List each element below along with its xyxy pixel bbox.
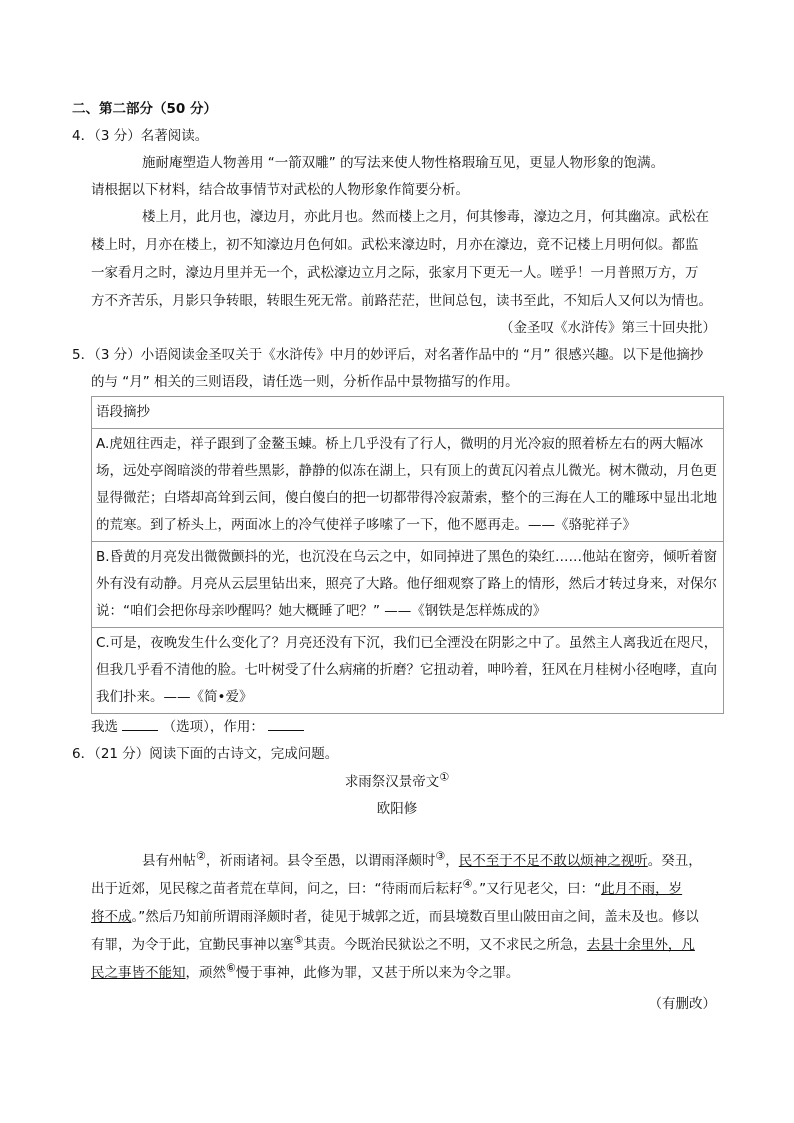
excerpt-a: A.虎妞往西走，祥子跟到了金鳌玉蝀。桥上几乎没有了行人，微明的月光冷寂的照着桥左右的两大幅冰场，远处亭阁暗淡的带着些黑影，静静的似冻在湖上，只有顶上的黄瓦闪着点儿微光。树木微动，月色更显得微茫；白塔却高耸到云间，傻白傻白的把一切都带得冷寂萧索，整个的三海在人工的雕琢中显出北地的荒寒。到了桥头上，两面冰上的冷气使祥子哆嗦了一下，他不愿再走。——《骆驼祥子》 — [92, 429, 724, 542]
text-seg: 县有州帖 — [142, 853, 196, 869]
note-mark: ⑥ — [226, 961, 236, 975]
poem-title-wrap — [0, 770, 794, 790]
q4-source: （金圣叹《水浒传》第三十回央批） — [500, 320, 716, 336]
note-mark: ② — [196, 849, 206, 863]
text-seg: ， — [445, 853, 459, 869]
underlined-sentence: 民不至于不足不敢以烦神之视听 — [458, 853, 648, 869]
q4-passage-line: 一家看月之时，濠边月里并无一个，武松濠边立月之际，张家月下更无一人。嗟乎！一月普照万方，万 — [91, 265, 699, 281]
q6-text-line — [91, 877, 682, 897]
q4-passage-line: 楼上月，此月也，濠边月，亦此月也。然而楼上之月，何其惨毒，濠边之月，何其幽凉。武松在 — [142, 209, 709, 225]
note-mark: ③ — [435, 849, 446, 863]
poem-author: 欧阳修 — [376, 801, 418, 817]
text-seg: 有罪，为令于此，宜勤民事神以塞 — [91, 937, 294, 953]
text-seg: ，顽然 — [185, 965, 226, 981]
q4-passage-line: 楼上时，月亦在楼上，初不知濠边月色何如。武松来濠边时，月亦在濠边，竟不记楼上月明何似。都监 — [91, 237, 699, 253]
effect-blank[interactable] — [268, 716, 304, 731]
table-header: 语段摘抄 — [92, 397, 724, 429]
option-blank[interactable] — [122, 716, 158, 731]
q6-text-line — [91, 905, 699, 925]
note-mark: ④ — [462, 877, 473, 891]
section-title: 二、第二部分（50 分） — [72, 101, 217, 117]
underlined-sentence: 去县十余里外，凡 — [586, 937, 695, 953]
text-seg: 其责。今既治民狱讼之不明，又不求民之所急， — [303, 937, 587, 953]
q4-intro-1: 施耐庵塑造人物善用 “一箭双雕” 的写法来使人物性格瑕瑜互见，更显人物形象的饱满。 — [142, 155, 665, 171]
underlined-sentence: 将不成 — [91, 909, 132, 925]
text-seg: 出于近郊，见民稼之苗者荒在草间，问之，曰：“待雨而后耘耔 — [91, 881, 463, 897]
text-seg: ，祈雨诸祠。县令至愚，以谓雨泽颇时 — [205, 853, 436, 869]
title-note-mark: ① — [439, 770, 450, 784]
answer-prefix: 我选 — [91, 719, 118, 735]
text-seg: 。”然后乃知前所谓雨泽颇时者，徒见于城郭之近，而县境数百里山陂田亩之间，盖未及也。修以 — [131, 909, 699, 925]
q4-intro-2: 请根据以下材料，结合故事情节对武松的人物形象作简要分析。 — [91, 182, 469, 198]
poem-title: 求雨祭汉景帝文 — [344, 774, 440, 790]
answer-mid: （选项），作用： — [162, 719, 264, 735]
q6-text-line — [142, 849, 702, 869]
text-seg: 。”又行见老父，曰：“ — [472, 881, 602, 897]
q5-head-1: 5．（3 分）小语阅读金圣叹关于《水浒传》中月的妙评后，对名著作品中的 “月” 很感兴趣。以下是他摘抄 — [72, 347, 704, 363]
q4-head: 4．（3 分）名著阅读。 — [72, 128, 209, 144]
note-mark: ⑤ — [293, 933, 304, 947]
q6-head: 6．（21 分）阅读下面的古诗文，完成问题。 — [72, 746, 339, 762]
q6-note: （有删改） — [648, 996, 716, 1012]
underlined-sentence: 民之事皆不能知 — [91, 965, 186, 981]
excerpt-table — [91, 396, 724, 714]
text-seg: 慢于事神，此修为罪，又甚于所以来为令之罪。 — [235, 965, 520, 981]
text-seg: 。癸丑， — [647, 853, 702, 869]
excerpt-c: C.可是，夜晚发生什么变化了？月亮还没有下沉，我们已全湮没在阴影之中了。虽然主人离我近在咫尺，但我几乎看不清他的脸。七叶树受了什么病痛的折磨？它扭动着，呻吟着，狂风在月桂树小径咆哮，直向我们扑来。——《简•爱》 — [92, 628, 724, 714]
underlined-sentence: 此月不雨，岁 — [601, 881, 683, 897]
answer-line — [91, 715, 304, 735]
q4-passage-line: 方不齐苦乐，月影只争转眼，转眼生死无常。前路茫茫，世间总包，读书至此，不知后人又何以为情也。 — [91, 293, 712, 309]
excerpt-b: B.昏黄的月亮发出微微颤抖的光，也沉没在乌云之中，如同掉进了黑色的染红……他站在窗旁，倾听着窗外有没有动静。月亮从云层里钻出来，照亮了大路。他仔细观察了路上的情形，然后才转过身来，对保尔说：“咱们会把你母亲吵醒吗？她大概睡了吧？” ——《钢铁是怎样炼成的》 — [92, 542, 724, 628]
q5-head-2: 的与 “月” 相关的三则语段，请任选一则，分析作品中景物描写的作用。 — [91, 374, 519, 390]
q6-text-line — [91, 961, 519, 981]
q6-text-line — [91, 933, 695, 953]
